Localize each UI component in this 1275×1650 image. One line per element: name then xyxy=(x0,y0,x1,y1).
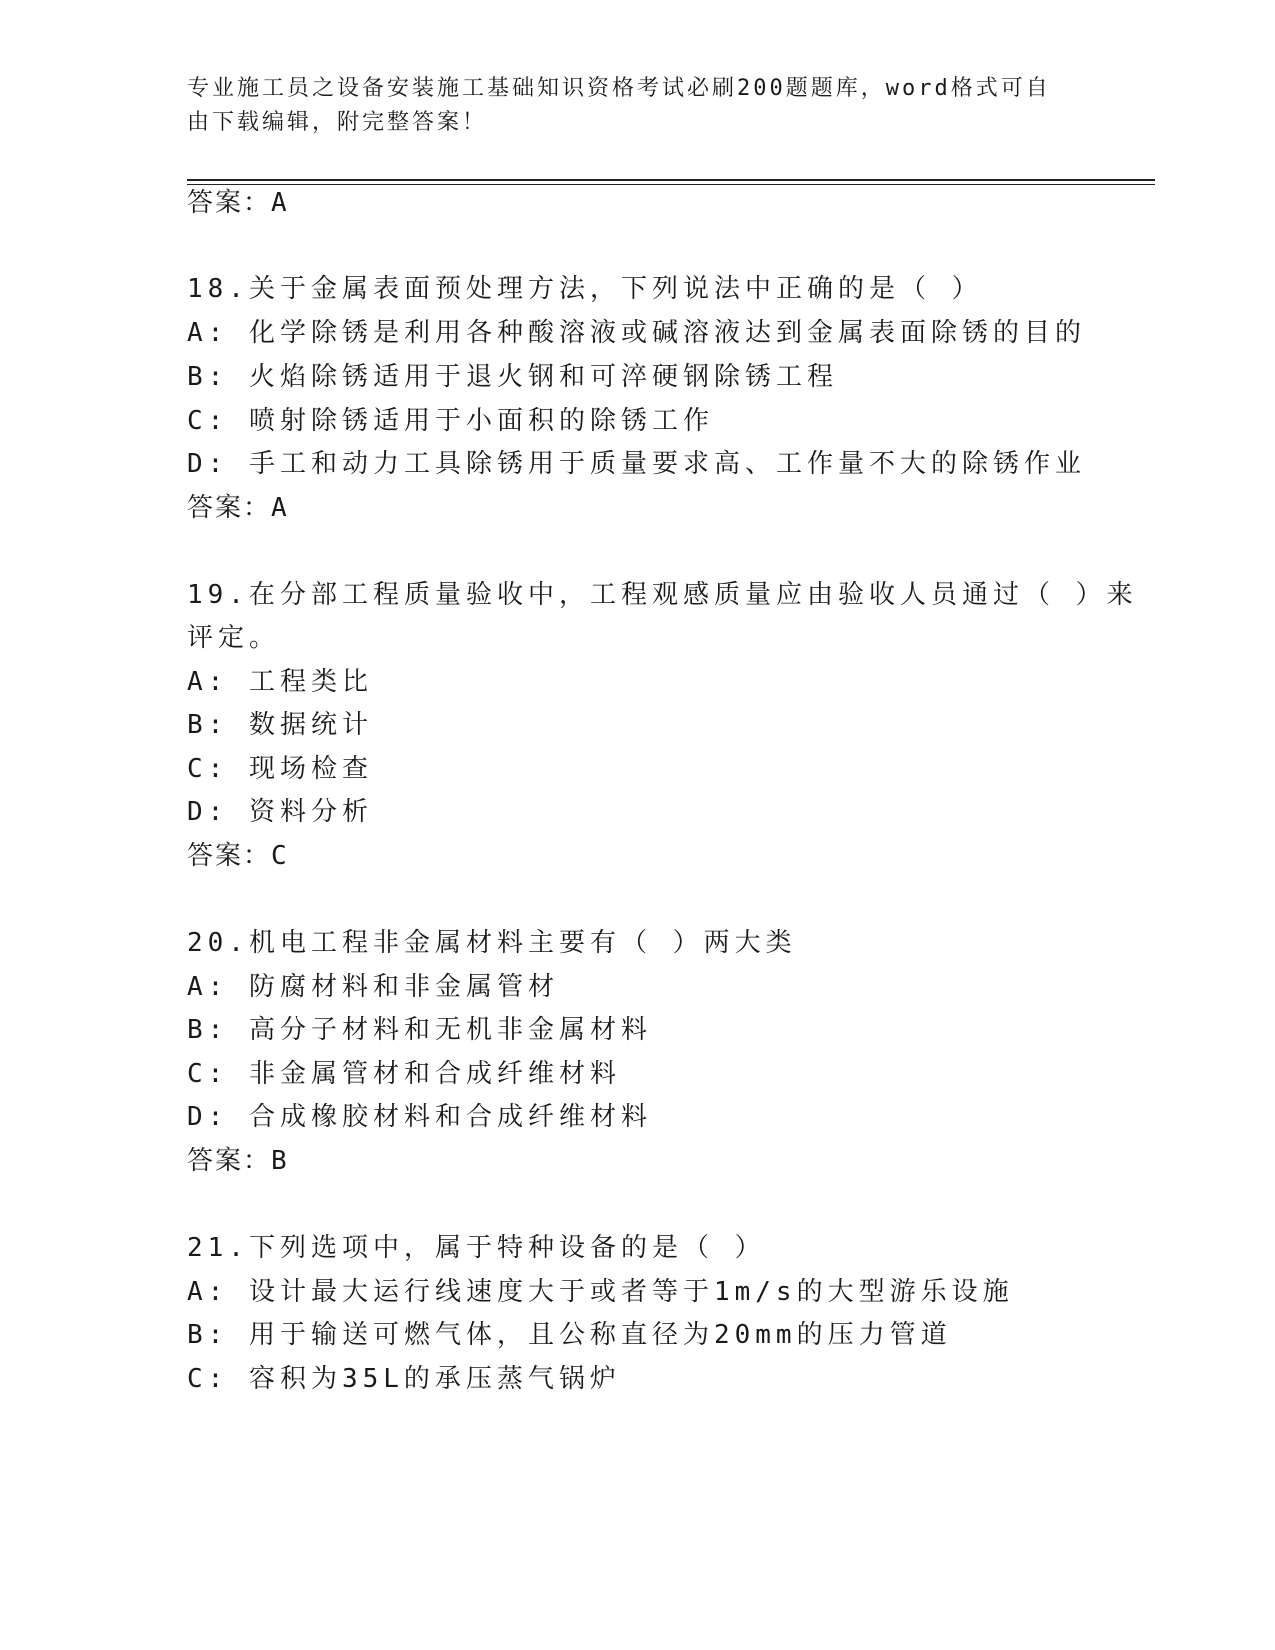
option-d: D: 合成橡胶材料和合成纤维材料 xyxy=(187,1102,652,1132)
header-divider-thin xyxy=(187,184,1155,185)
question-stem: 19.在分部工程质量验收中，工程观感质量应由验收人员通过（ ）来 xyxy=(187,580,1138,610)
question-stem: 20.机电工程非金属材料主要有（ ）两大类 xyxy=(187,928,797,958)
option-a: A: 防腐材料和非金属管材 xyxy=(187,972,559,1002)
answer-line xyxy=(187,1144,289,1178)
option-d: D: 手工和动力工具除锈用于质量要求高、工作量不大的除锈作业 xyxy=(187,449,1086,479)
question-stem-continued: 评定。 xyxy=(187,623,281,653)
option-d: D: 资料分析 xyxy=(187,797,373,827)
option-a: A: 工程类比 xyxy=(187,667,373,697)
option-c: C: 非金属管材和合成纤维材料 xyxy=(187,1059,621,1089)
option-a: A: 设计最大运行线速度大于或者等于1m/s的大型游乐设施 xyxy=(187,1277,1014,1307)
answer-label: 答案： xyxy=(187,841,272,871)
answer-value: B xyxy=(271,1146,289,1176)
document-header: 专业施工员之设备安装施工基础知识资格考试必刷200题题库，word格式可自由下载编辑，附完整答案！ xyxy=(187,76,1051,135)
question-stem: 21.下列选项中，属于特种设备的是（ ） xyxy=(187,1233,766,1263)
question-stem: 18.关于金属表面预处理方法，下列说法中正确的是（ ） xyxy=(187,274,983,304)
option-b: B: 高分子材料和无机非金属材料 xyxy=(187,1015,652,1045)
answer-line xyxy=(187,491,289,525)
answer-line xyxy=(187,839,289,873)
option-b: B: 火焰除锈适用于退火钢和可淬硬钢除锈工程 xyxy=(187,362,838,392)
answer-line xyxy=(187,186,289,220)
option-b: B: 用于输送可燃气体，且公称直径为20mm的压力管道 xyxy=(187,1320,952,1350)
answer-value: A xyxy=(271,493,289,523)
option-a: A: 化学除锈是利用各种酸溶液或碱溶液达到金属表面除锈的目的 xyxy=(187,318,1086,348)
answer-label: 答案： xyxy=(187,1146,272,1176)
option-c: C: 容积为35L的承压蒸气锅炉 xyxy=(187,1364,621,1394)
answer-label: 答案： xyxy=(187,493,272,523)
option-b: B: 数据统计 xyxy=(187,710,373,740)
option-c: C: 喷射除锈适用于小面积的除锈工作 xyxy=(187,406,714,436)
answer-value: C xyxy=(271,841,289,871)
header-divider-thick xyxy=(187,179,1155,181)
answer-value: A xyxy=(271,188,289,218)
answer-label: 答案： xyxy=(187,188,272,218)
option-c: C: 现场检查 xyxy=(187,754,373,784)
